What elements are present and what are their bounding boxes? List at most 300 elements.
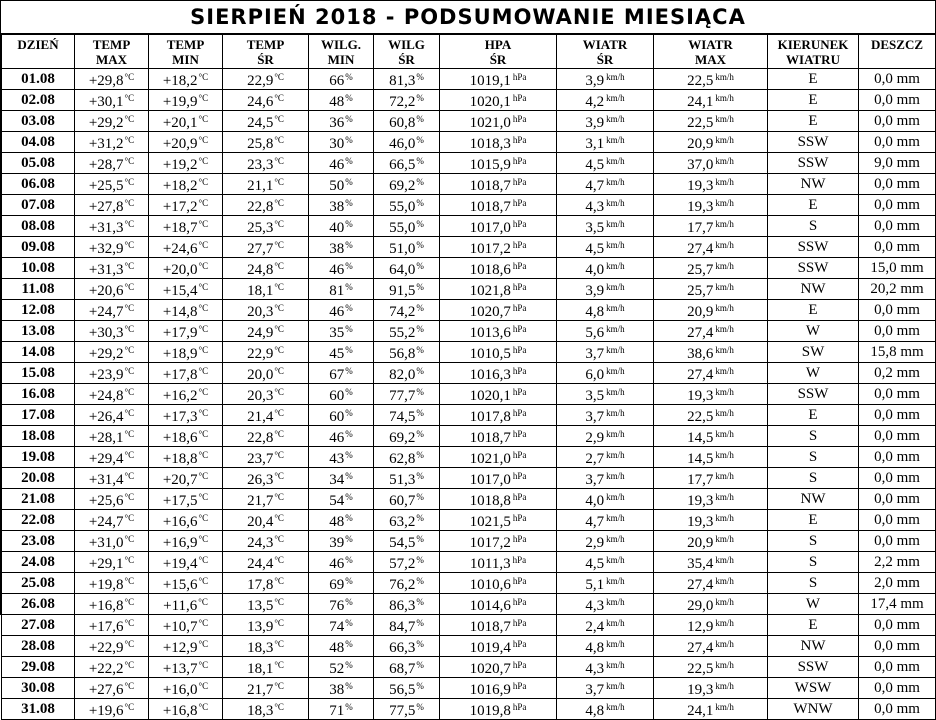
unit-label: °C (274, 72, 284, 82)
humidity-avg-cell (374, 552, 440, 573)
cell-value: 08.08 (21, 218, 55, 234)
temp-avg-cell (223, 195, 309, 216)
table-body (2, 69, 936, 720)
unit-label: hPa (512, 618, 527, 628)
humidity-avg-cell (374, 258, 440, 279)
cell-value: +18,2 (162, 73, 198, 89)
humidity-avg-cell (374, 468, 440, 489)
temp-avg-cell (223, 594, 309, 615)
column-header-line2: MAX (694, 51, 727, 67)
unit-label: °C (274, 492, 284, 502)
cell-value: 22.08 (21, 512, 55, 528)
unit-label: % (416, 408, 424, 418)
unit-label: °C (124, 597, 135, 607)
wind-max-cell (654, 552, 768, 573)
cell-value: 25,7 (687, 262, 714, 278)
unit-label: km/h (715, 618, 734, 628)
day-cell (2, 363, 75, 384)
temp-max-cell (75, 342, 149, 363)
temp-min-cell (149, 321, 223, 342)
cell-value: +16,8 (162, 703, 198, 719)
unit-label: °C (274, 114, 284, 124)
cell-value: 56,5 (389, 682, 416, 698)
pressure-cell (440, 678, 557, 699)
temp-min-cell (149, 531, 223, 552)
table-row (2, 132, 936, 153)
cell-value: 22,8 (247, 199, 274, 215)
unit-label: % (345, 618, 353, 628)
day-cell (2, 510, 75, 531)
table-row (2, 321, 936, 342)
wind-avg-cell (557, 699, 654, 720)
cell-value: 03.08 (21, 113, 55, 129)
temp-max-cell (75, 90, 149, 111)
pressure-cell (440, 90, 557, 111)
unit-label: °C (274, 198, 284, 208)
cell-value: 54 (329, 493, 345, 509)
unit-label: °C (124, 702, 135, 712)
cell-value: 1018,7 (469, 199, 511, 215)
column-header-line1: WILG (388, 36, 425, 52)
wind-direction-cell (768, 678, 859, 699)
temp-min-cell (149, 510, 223, 531)
temp-avg-cell (223, 384, 309, 405)
humidity-avg-cell (374, 342, 440, 363)
temp-max-cell (75, 174, 149, 195)
pressure-cell (440, 279, 557, 300)
cell-value: +17,5 (162, 493, 198, 509)
cell-value: +16,8 (88, 598, 124, 614)
cell-value: 60 (329, 409, 345, 425)
cell-value: 1010,5 (469, 346, 511, 362)
unit-label: °C (198, 681, 209, 691)
unit-label: km/h (715, 135, 734, 145)
unit-label: % (416, 114, 424, 124)
unit-label: km/h (715, 114, 734, 124)
column-header (75, 35, 149, 69)
cell-value: 0,0 mm (874, 113, 920, 129)
column-header (557, 35, 654, 69)
unit-label: km/h (606, 618, 625, 628)
wind-avg-cell (557, 489, 654, 510)
temp-avg-cell (223, 405, 309, 426)
cell-value: 1020,1 (469, 94, 511, 110)
temp-min-cell (149, 237, 223, 258)
unit-label: °C (124, 429, 135, 439)
unit-label: km/h (715, 408, 734, 418)
unit-label: °C (124, 156, 135, 166)
unit-label: km/h (606, 135, 625, 145)
cell-value: 67 (329, 367, 345, 383)
temp-avg-cell (223, 468, 309, 489)
column-header (149, 35, 223, 69)
temp-max-cell (75, 300, 149, 321)
wind-max-cell (654, 447, 768, 468)
pressure-cell (440, 132, 557, 153)
cell-value: 48 (329, 94, 345, 110)
humidity-min-cell (309, 300, 374, 321)
temp-min-cell (149, 615, 223, 636)
unit-label: % (345, 429, 353, 439)
table-row (2, 174, 936, 195)
unit-label: km/h (606, 219, 625, 229)
table-row (2, 657, 936, 678)
pressure-cell (440, 258, 557, 279)
cell-value: 24.08 (21, 554, 55, 570)
day-cell (2, 636, 75, 657)
cell-value: 1017,2 (469, 241, 511, 257)
column-header (654, 35, 768, 69)
cell-value: +19,4 (162, 556, 198, 572)
rain-cell (859, 216, 936, 237)
wind-avg-cell (557, 531, 654, 552)
unit-label: °C (274, 534, 284, 544)
temp-min-cell (149, 489, 223, 510)
humidity-min-cell (309, 699, 374, 720)
unit-label: °C (124, 366, 135, 376)
temp-avg-cell (223, 153, 309, 174)
cell-value: +19,2 (162, 157, 198, 173)
cell-value: 17,4 mm (870, 596, 924, 612)
table-row (2, 195, 936, 216)
cell-value: 31.08 (21, 701, 55, 717)
temp-avg-cell (223, 111, 309, 132)
unit-label: % (345, 219, 353, 229)
humidity-avg-cell (374, 216, 440, 237)
cell-value: 46 (329, 430, 345, 446)
unit-label: % (416, 261, 424, 271)
temp-min-cell (149, 405, 223, 426)
unit-label: km/h (715, 261, 734, 271)
cell-value: 07.08 (21, 197, 55, 213)
unit-label: km/h (606, 156, 625, 166)
column-header-line1: HPA (484, 36, 512, 52)
cell-value: E (808, 407, 818, 423)
cell-value: 1019,8 (469, 703, 511, 719)
cell-value: 25,3 (247, 220, 274, 236)
wind-direction-cell (768, 111, 859, 132)
table-row (2, 489, 936, 510)
cell-value: 6,0 (585, 367, 605, 383)
wind-max-cell (654, 111, 768, 132)
table-row (2, 426, 936, 447)
unit-label: hPa (512, 198, 527, 208)
unit-label: °C (198, 555, 209, 565)
day-cell (2, 237, 75, 258)
cell-value: 4,3 (585, 661, 605, 677)
cell-value: 22,9 (247, 73, 274, 89)
cell-value: 28.08 (21, 638, 55, 654)
unit-label: % (416, 660, 424, 670)
unit-label: hPa (512, 219, 527, 229)
unit-label: km/h (606, 387, 625, 397)
table-row (2, 447, 936, 468)
cell-value: 74,5 (389, 409, 416, 425)
temp-avg-cell (223, 174, 309, 195)
wind-direction-cell (768, 90, 859, 111)
humidity-avg-cell (374, 510, 440, 531)
humidity-min-cell (309, 279, 374, 300)
table-row (2, 468, 936, 489)
unit-label: % (416, 93, 424, 103)
cell-value: 02.08 (21, 92, 55, 108)
cell-value: W (805, 365, 821, 381)
cell-value: 74 (329, 619, 345, 635)
unit-label: °C (124, 93, 135, 103)
cell-value: 0,0 mm (874, 638, 920, 654)
temp-max-cell (75, 531, 149, 552)
cell-value: +22,9 (88, 640, 124, 656)
cell-value: 69 (329, 577, 345, 593)
cell-value: 81,3 (389, 73, 416, 89)
unit-label: % (345, 156, 353, 166)
cell-value: SSW (797, 386, 829, 402)
pressure-cell (440, 489, 557, 510)
cell-value: 18,1 (247, 661, 274, 677)
humidity-min-cell (309, 258, 374, 279)
unit-label: % (345, 597, 353, 607)
cell-value: 51,0 (389, 241, 416, 257)
cell-value: E (808, 512, 818, 528)
wind-max-cell (654, 636, 768, 657)
cell-value: +18,8 (162, 451, 198, 467)
cell-value: 22,5 (687, 661, 714, 677)
wind-avg-cell (557, 678, 654, 699)
unit-label: km/h (715, 681, 734, 691)
day-cell (2, 531, 75, 552)
cell-value: 1019,4 (469, 640, 511, 656)
unit-label: °C (124, 303, 135, 313)
cell-value: 2,9 (585, 430, 605, 446)
wind-direction-cell (768, 636, 859, 657)
unit-label: °C (274, 387, 284, 397)
unit-label: % (345, 198, 353, 208)
cell-value: +24,7 (88, 514, 124, 530)
unit-label: °C (124, 219, 135, 229)
cell-value: 21,7 (247, 682, 274, 698)
unit-label: km/h (715, 471, 734, 481)
humidity-avg-cell (374, 678, 440, 699)
cell-value: 3,7 (585, 409, 605, 425)
unit-label: km/h (715, 534, 734, 544)
cell-value: SSW (797, 155, 829, 171)
wind-avg-cell (557, 111, 654, 132)
table-row (2, 363, 936, 384)
unit-label: hPa (512, 324, 527, 334)
humidity-min-cell (309, 174, 374, 195)
cell-value: 0,0 mm (874, 428, 920, 444)
wind-max-cell (654, 594, 768, 615)
day-cell (2, 552, 75, 573)
unit-label: °C (274, 429, 284, 439)
cell-value: 0,0 mm (874, 323, 920, 339)
cell-value: 13.08 (21, 323, 55, 339)
temp-max-cell (75, 552, 149, 573)
humidity-avg-cell (374, 90, 440, 111)
wind-direction-cell (768, 384, 859, 405)
humidity-avg-cell (374, 405, 440, 426)
unit-label: hPa (512, 135, 527, 145)
rain-cell (859, 468, 936, 489)
temp-avg-cell (223, 678, 309, 699)
unit-label: km/h (606, 345, 625, 355)
unit-label: °C (198, 660, 209, 670)
humidity-avg-cell (374, 573, 440, 594)
table-row (2, 237, 936, 258)
temp-max-cell (75, 258, 149, 279)
unit-label: hPa (512, 72, 527, 82)
unit-label: °C (198, 198, 209, 208)
cell-value: 20,4 (247, 514, 274, 530)
cell-value: 20,9 (687, 304, 714, 320)
rain-cell (859, 699, 936, 720)
cell-value: NW (800, 281, 826, 297)
unit-label: km/h (715, 282, 734, 292)
cell-value: 21,7 (247, 493, 274, 509)
unit-label: °C (274, 261, 284, 271)
cell-value: 38,6 (687, 346, 714, 362)
humidity-min-cell (309, 132, 374, 153)
wind-direction-cell (768, 552, 859, 573)
column-header-line1: DZIEŃ (17, 36, 59, 52)
unit-label: °C (198, 492, 209, 502)
temp-avg-cell (223, 615, 309, 636)
cell-value: +12,9 (162, 640, 198, 656)
humidity-min-cell (309, 69, 374, 90)
wind-max-cell (654, 321, 768, 342)
cell-value: 46 (329, 262, 345, 278)
cell-value: 1019,1 (469, 73, 511, 89)
cell-value: +17,6 (88, 619, 124, 635)
unit-label: % (345, 303, 353, 313)
day-cell (2, 69, 75, 90)
unit-label: °C (274, 513, 284, 523)
unit-label: hPa (512, 429, 527, 439)
day-cell (2, 258, 75, 279)
unit-label: km/h (606, 177, 625, 187)
column-header-line2: MAX (95, 51, 128, 67)
humidity-min-cell (309, 531, 374, 552)
wind-max-cell (654, 279, 768, 300)
wind-max-cell (654, 258, 768, 279)
cell-value: 76,2 (389, 577, 416, 593)
wind-direction-cell (768, 426, 859, 447)
unit-label: °C (198, 534, 209, 544)
temp-max-cell (75, 426, 149, 447)
humidity-min-cell (309, 615, 374, 636)
pressure-cell (440, 237, 557, 258)
cell-value: 01.08 (21, 71, 55, 87)
unit-label: hPa (512, 681, 527, 691)
unit-label: km/h (606, 576, 625, 586)
wind-direction-cell (768, 489, 859, 510)
temp-min-cell (149, 594, 223, 615)
unit-label: % (345, 408, 353, 418)
cell-value: 16.08 (21, 386, 55, 402)
cell-value: SSW (797, 134, 829, 150)
cell-value: 20,2 mm (870, 281, 924, 297)
cell-value: S (808, 449, 818, 465)
humidity-avg-cell (374, 615, 440, 636)
unit-label: °C (198, 345, 209, 355)
temp-max-cell (75, 237, 149, 258)
cell-value: 1018,7 (469, 619, 511, 635)
wind-max-cell (654, 678, 768, 699)
temp-min-cell (149, 132, 223, 153)
unit-label: hPa (512, 534, 527, 544)
humidity-min-cell (309, 405, 374, 426)
cell-value: 24,8 (247, 262, 274, 278)
column-header-line2: ŚR (489, 51, 507, 67)
temp-max-cell (75, 69, 149, 90)
table-row (2, 405, 936, 426)
unit-label: km/h (606, 408, 625, 418)
temp-min-cell (149, 258, 223, 279)
cell-value: 17.08 (21, 407, 55, 423)
temp-avg-cell (223, 636, 309, 657)
cell-value: 1015,9 (469, 157, 511, 173)
unit-label: % (416, 702, 424, 712)
cell-value: 54,5 (389, 535, 416, 551)
cell-value: 66,3 (389, 640, 416, 656)
wind-avg-cell (557, 279, 654, 300)
day-cell (2, 279, 75, 300)
unit-label: % (345, 177, 353, 187)
unit-label: °C (198, 408, 209, 418)
unit-label: °C (274, 240, 284, 250)
temp-avg-cell (223, 342, 309, 363)
cell-value: 0,0 mm (874, 659, 920, 675)
humidity-avg-cell (374, 237, 440, 258)
cell-value: 2,2 mm (874, 554, 920, 570)
wind-direction-cell (768, 237, 859, 258)
cell-value: +31,3 (88, 262, 124, 278)
unit-label: km/h (606, 324, 625, 334)
humidity-avg-cell (374, 195, 440, 216)
unit-label: hPa (512, 492, 527, 502)
unit-label: % (416, 513, 424, 523)
temp-avg-cell (223, 426, 309, 447)
cell-value: 20,3 (247, 304, 274, 320)
unit-label: km/h (606, 240, 625, 250)
wind-direction-cell (768, 594, 859, 615)
unit-label: hPa (512, 555, 527, 565)
unit-label: % (345, 93, 353, 103)
unit-label: % (345, 471, 353, 481)
humidity-min-cell (309, 90, 374, 111)
temp-avg-cell (223, 321, 309, 342)
unit-label: °C (198, 177, 209, 187)
temp-avg-cell (223, 552, 309, 573)
unit-label: hPa (512, 702, 527, 712)
temp-max-cell (75, 447, 149, 468)
unit-label: % (345, 282, 353, 292)
table-row (2, 573, 936, 594)
humidity-avg-cell (374, 531, 440, 552)
unit-label: °C (274, 681, 284, 691)
unit-label: % (416, 303, 424, 313)
cell-value: 1020,7 (469, 304, 511, 320)
unit-label: °C (274, 597, 284, 607)
temp-min-cell (149, 111, 223, 132)
day-cell (2, 405, 75, 426)
unit-label: km/h (715, 324, 734, 334)
unit-label: °C (274, 282, 284, 292)
rain-cell (859, 573, 936, 594)
weather-table (1, 34, 936, 720)
cell-value: E (808, 302, 818, 318)
unit-label: °C (198, 639, 209, 649)
